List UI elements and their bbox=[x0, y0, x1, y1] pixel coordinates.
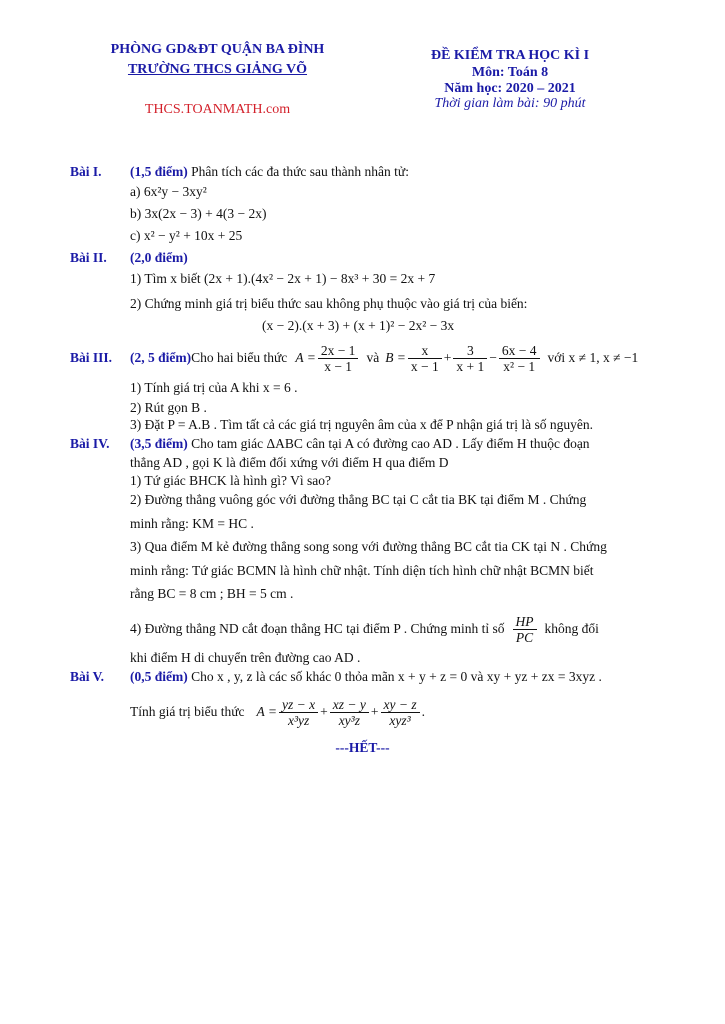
fraction-B3: $\frac{6x - 4}{\text{x² − 1}}$ bbox=[499, 343, 540, 374]
bai2-q2: 2) Chứng minh giá trị biểu thức sau không phụ thuộc vào giá trị của biến: bbox=[130, 296, 528, 311]
frac-den: PC bbox=[515, 629, 534, 645]
bai1-a: a) 6x²y − 3xy² bbox=[130, 184, 207, 199]
fraction-B1: $\frac{x}{x - 1}$ bbox=[408, 343, 442, 374]
bai4-q4b: không đổi bbox=[544, 621, 599, 636]
bai4-label: Bài IV. bbox=[70, 436, 110, 451]
bai1-b: b) 3x(2x − 3) + 4(3 − 2x) bbox=[130, 206, 267, 221]
bai1-points: (1,5 điểm) bbox=[130, 164, 188, 179]
bai3-q2: 2) Rút gọn B . bbox=[130, 400, 207, 415]
exam-title: ĐỀ KIỂM TRA HỌC KÌ I bbox=[430, 48, 590, 63]
exam-subject: Môn: Toán 8 bbox=[471, 65, 549, 80]
bai4-line1-text: Cho tam giác ΔABC cân tại A có đường cao AD . Lấy điểm H thuộc đoạn bbox=[187, 436, 590, 451]
bai5-line1 bbox=[130, 669, 660, 685]
expr-A5: A = bbox=[256, 704, 278, 719]
bai3-prompt: Cho hai biểu thức bbox=[191, 350, 288, 365]
bai2-q1: 1) Tìm x biết (2x + 1).(4x² − 2x + 1) − 8x³ + 30 = 2x + 7 bbox=[130, 271, 436, 286]
fraction-HP-PC bbox=[513, 614, 537, 645]
bai4-q3c: rằng BC = 8 cm ; BH = 5 cm . bbox=[130, 586, 294, 601]
bai3-q3: 3) Đặt P = A.B . Tìm tất cả các giá trị nguyên âm của x để P nhận giá trị là số nguyên. bbox=[130, 417, 594, 432]
bai3-condition: với x ≠ 1, x ≠ −1 bbox=[547, 350, 639, 365]
bai4-q3b: minh rằng: Tứ giác BCMN là hình chữ nhật. Tính diện tích hình chữ nhật BCMN biết bbox=[130, 563, 594, 578]
bai4-q4c: khi điểm H di chuyển trên đường cao AD . bbox=[130, 650, 361, 665]
bai5-points: (0,5 điểm) bbox=[130, 669, 188, 684]
bai5-line2: Tính giá trị biểu thức A = $\frac{yz - x}{\text{x³yz}}$ + $\frac{xz - y}{\text{xy³z}}$ + $\frac{xy - z}{\text{xyz³}}$ . bbox=[130, 696, 425, 728]
bai4-q3a: 3) Qua điểm M kẻ đường thẳng song song với đường thẳng BC cắt tia CK tại N . Chứng bbox=[130, 539, 607, 554]
bai3-label: Bài III. bbox=[70, 350, 113, 365]
bai3-and: và bbox=[366, 350, 380, 365]
bai4-line2: thẳng AD , gọi K là điểm đối xứng với điểm H qua điểm D bbox=[130, 455, 449, 470]
fraction-B2: $\frac{3}{x + 1}$ bbox=[453, 343, 487, 374]
fraction-A: $\frac{2x - 1}{x - 1}$ bbox=[318, 343, 359, 374]
school-name: TRƯỜNG THCS GIẢNG VÕ bbox=[127, 62, 308, 77]
bai3-prompt-line: (2, 5 điểm) Cho hai biểu thức A = $\frac{2x - 1}{x - 1}$ và B = $\frac{x}{x - 1}$ + $\frac{3}{x + 1}$ − $\frac{6x - 4}{\text{x² − 1}}$ với x ≠ 1, x ≠ −1 bbox=[130, 342, 639, 374]
bai3-points: (2, 5 điểm) bbox=[130, 350, 192, 365]
bai4-q4-line bbox=[130, 610, 660, 648]
expr-A: A = bbox=[295, 350, 316, 365]
fraction-A5-2: $\frac{xz - y}{\text{xy³z}}$ bbox=[330, 697, 369, 728]
bai2-points: (2,0 điểm) bbox=[130, 250, 188, 265]
bai2-q2-expression: (x − 2).(x + 3) + (x + 1)² − 2x² − 3x bbox=[262, 318, 455, 333]
expr-B: B = bbox=[385, 350, 406, 365]
fraction-A5-3: $\frac{xy - z}{\text{xyz³}}$ bbox=[381, 697, 420, 728]
exam-year: Năm học: 2020 – 2021 bbox=[444, 81, 576, 96]
bai4-q2b: minh rằng: KM = HC . bbox=[130, 516, 254, 531]
bai4-q2a: 2) Đường thẳng vuông góc với đường thẳng BC tại C cắt tia BK tại điểm M . Chứng bbox=[130, 492, 587, 507]
bai3-q1: 1) Tính giá trị của A khi x = 6 . bbox=[130, 380, 298, 395]
bai5-label: Bài V. bbox=[70, 669, 105, 684]
bai4-q1: 1) Tứ giác BHCK là hình gì? Vì sao? bbox=[130, 473, 332, 488]
bai5-line2-text: Tính giá trị biểu thức bbox=[130, 704, 245, 719]
bai4-line1 bbox=[130, 436, 660, 452]
bai1-prompt: Phân tích các đa thức sau thành nhân tử: bbox=[187, 164, 409, 179]
bai1-prompt-line bbox=[130, 164, 660, 180]
footer-end: ---HẾT--- bbox=[335, 740, 390, 755]
frac-num: HP bbox=[513, 614, 537, 630]
bai4-points: (3,5 điểm) bbox=[130, 436, 188, 451]
bai1-label: Bài I. bbox=[70, 164, 102, 179]
bai1-c: c) x² − y² + 10x + 25 bbox=[130, 228, 243, 243]
bai5-line1-text: Cho x , y, z là các số khác 0 thỏa mãn x + y + z = 0 và xy + yz + zx = 3xyz . bbox=[187, 669, 602, 684]
bai2-label: Bài II. bbox=[70, 250, 107, 265]
bai4-q4a: 4) Đường thẳng ND cắt đoạn thẳng HC tại điểm P . Chứng minh tỉ số bbox=[130, 621, 505, 636]
department-name: PHÒNG GD&ĐT QUẬN BA ĐÌNH bbox=[110, 42, 325, 57]
site-name: THCS.TOANMATH.com bbox=[144, 102, 291, 117]
exam-time: Thời gian làm bài: 90 phút bbox=[434, 96, 586, 111]
fraction-A5-1: $\frac{yz - x}{\text{x³yz}}$ bbox=[279, 697, 318, 728]
